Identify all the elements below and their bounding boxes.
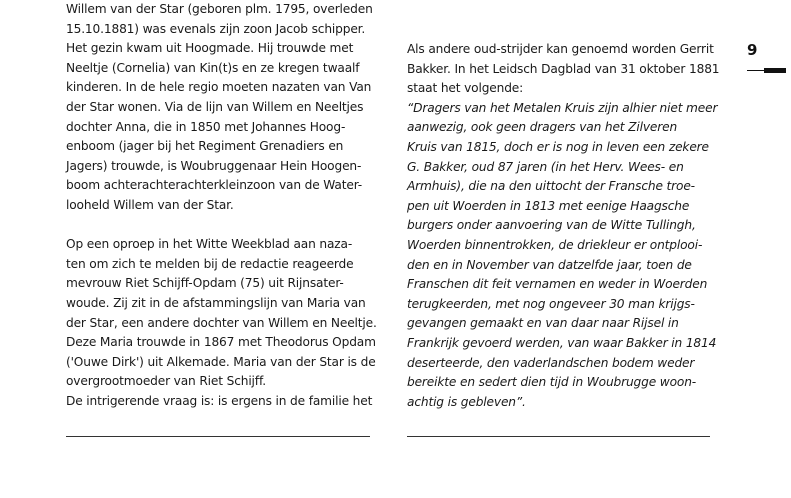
- quote-line: deserteerde, den vaderlandschen bodem weder: [407, 355, 695, 370]
- quote-line: terugkeerden, met nog ongeveer 30 man krijgs-: [407, 296, 695, 311]
- left-paragraph-1: [66, 0, 378, 216]
- text-line: Bakker. In het Leidsch Dagblad van 31 oktober 1881: [407, 61, 720, 76]
- text-line: Jagers) trouwde, is Woubruggenaar Hein Hoogen-: [66, 158, 362, 173]
- quote-line: burgers onder aanvoering van de Witte Tullingh,: [407, 218, 696, 233]
- text-line: Op een oproep in het Witte Weekblad aan naza-: [66, 237, 353, 252]
- text-line: overgrootmoeder van Riet Schijff.: [66, 374, 266, 389]
- text-line: boom achterachterachterkleinzoon van de Water-: [66, 178, 363, 193]
- left-column-divider: [66, 436, 370, 437]
- text-line: Neeltje (Cornelia) van Kin(t)s en ze kregen twaalf: [66, 60, 360, 75]
- quote-line: Franschen dit feit vernamen en weder in Woerden: [407, 277, 708, 292]
- quote-line: pen uit Woerden in 1813 met eenige Haagsche: [407, 198, 690, 213]
- quote-line: den en in November van datzelfde jaar, toen de: [407, 257, 692, 272]
- quote-line: achtig is gebleven”.: [407, 394, 526, 409]
- quote-line: aanwezig, ook geen dragers van het Zilveren: [407, 120, 678, 135]
- quote-line: Kruis van 1815, doch er is nog in leven een zekere: [407, 139, 709, 154]
- quote-line: “Dragers van het Metalen Kruis zijn alhier niet meer: [407, 100, 718, 115]
- left-paragraph-2: [66, 235, 378, 411]
- text-line: ten om zich te melden bij de redactie reageerde: [66, 256, 354, 271]
- text-line: Het gezin kwam uit Hoogmade. Hij trouwde met: [66, 41, 354, 56]
- quote-line: Frankrijk gevoerd werden, van waar Bakker in 1814: [407, 335, 717, 350]
- right-column-divider: [407, 436, 710, 437]
- quote-line: Woerden binnentrokken, de driekleur er ontplooi-: [407, 237, 703, 252]
- text-line: dochter Anna, die in 1850 met Johannes Hoog-: [66, 119, 346, 134]
- text-line: Deze Maria trouwde in 1867 met Theodorus Opdam: [66, 335, 376, 350]
- page-marker-bar: [764, 68, 786, 73]
- text-line: Willem van der Star (geboren plm. 1795, overleden: [66, 2, 373, 16]
- text-line: 15.10.1881) was evenals zijn zoon Jacob schipper.: [66, 21, 366, 36]
- text-line: der Star, een andere dochter van Willem en Neeltje.: [66, 315, 377, 330]
- text-line: woude. Zij zit in de afstammingslijn van Maria van: [66, 295, 366, 310]
- text-line: looheld Willem van der Star.: [66, 197, 234, 212]
- newspaper-quote: [407, 99, 717, 413]
- text-line: staat het volgende:: [407, 81, 524, 96]
- text-line: kinderen. In de hele regio moeten nazaten van Van: [66, 80, 372, 95]
- left-column: [66, 0, 378, 411]
- quote-line: G. Bakker, oud 87 jaren (in het Herv. Wees- en: [407, 159, 684, 174]
- page-marker-line: [747, 70, 764, 71]
- text-line: der Star wonen. Via de lijn van Willem en Neeltjes: [66, 99, 364, 114]
- text-line: Als andere oud-strijder kan genoemd worden Gerrit: [407, 42, 714, 56]
- page-number: 9: [747, 41, 758, 59]
- quote-line: Armhuis), die na den uittocht der Fransche troe-: [407, 179, 695, 194]
- quote-line: bereikte en sedert dien tijd in Woubrugge woon-: [407, 375, 697, 390]
- paragraph-gap: [66, 216, 378, 236]
- text-line: mevrouw Riet Schijff-Opdam (75) uit Rijnsater-: [66, 276, 344, 291]
- text-line: enboom (jager bij het Regiment Grenadiers en: [66, 139, 344, 154]
- text-line: De intrigerende vraag is: is ergens in de familie het: [66, 393, 373, 408]
- quote-line: gevangen gemaakt en van daar naar Rijsel in: [407, 316, 679, 331]
- text-line: ('Ouwe Dirk') uit Alkemade. Maria van der Star is de: [66, 354, 376, 369]
- right-column: [407, 40, 720, 412]
- right-intro: [407, 40, 720, 99]
